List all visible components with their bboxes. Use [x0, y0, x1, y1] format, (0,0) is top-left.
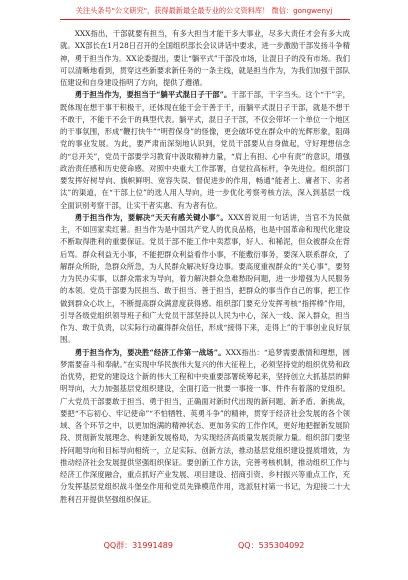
qq-group-text: QQ群：31991489 [103, 541, 173, 550]
intro-paragraph [60, 28, 350, 89]
qq-text: QQ：535304092 [238, 541, 305, 550]
section-paragraph-1 [60, 89, 350, 212]
paragraph-text: 干部干部，干字当头。这个“干”字，既体现在想干事干积极干，还体现在能干会干善于干，而躺平式混日子干部，就是不想干不敢干，不能干不会干的典型代表。躺平式，混日子干部，不仅会带坏一个单位一个地区的干事氛围，形成“鞭打快牛”“明哲保身”的怪像，更会破坏党在群众中的光辉形象，阻碍党的事业发展。为此，要严肃而深刻地认识到，党员干部要从自身做起，守好理想信念的“总开关”，党员干部要学习教育中汲取精神力量，“肩上有担、心中有责”的意识，增强政治责任感和历史使命感。对照中央重大工作部署，自觉拉高标杆，争先进位。组织部门要发挥好树导向、旗帜鲜明、宽容失误、督促进步的作用，畅通“能者上、庸者下、劣者汰”的渠道，在“干部上位”的选人用人导向，进一步优化考察考核方法，深入到基层一线全面识别考察干部，让实干者实惠、有为者有位。 [60, 90, 350, 210]
promo-banner: 关注头条号"公文研究"，获得最新最全最专业的公文资料库！ 微信：gongwenyj [75, 6, 333, 15]
section-heading: 勇于担当作为，要解决“天天有感关键小事”。 [74, 212, 228, 222]
section-heading: 勇于担当作为，要决胜“经济工作第一战场”。 [74, 347, 226, 357]
contact-footer [0, 540, 408, 552]
section-paragraph-3 [60, 347, 350, 506]
paragraph-text: XXX指出：“追梦需要激情和理想，圆梦需要奋斗和奉献。”在实现中华民族伟大复兴的伟大征程上，必须坚持党的组织优势和政治优势，把党的建设这个新的伟大工程和中央重要部署统筹起来，坚持创立大抓基层的鲜明导向，大力加强基层党组织建设，全面打造一批要一事接一事、件件有着落的党组织。广大党员干部要敢于担当、勇于担当，正确面对新时代出现的新问题、新矛盾、新挑战，要把“不忘初心、牢记使命”“不怕牺牲、英勇斗争”的精神，贯穿于经济社会发展的各个领域、各个环节之中，以更加饱满的精神状态、更加务实的工作作风，更好地把握新发展阶段、贯彻新发展理念、构建新发展格局，为实现经济高质量发展贡献力量。组织部门要坚持问题导向和目标导向相统一，立足实际、创新方法，推动基层党组织建设提质增效，为推动经济社会发展提供坚强组织保证。要创新工作方法，完善考核机制，推动组织工作与经济工作深度融合，重点抓好产业发展、项目建设、招商引资、乡村振兴等重点工作，充分发挥基层党组织战斗堡垒作用和党员先锋模范作用，选派驻村第一书记，为迎接二十大胜利召开提供坚强组织保证。 [60, 347, 350, 504]
document-body [60, 28, 350, 506]
paragraph-text: XXX曾说用一句话讲，当官不为民做主，不如回家卖红薯。担当作为是中国共产党人的优良品格，也是中国革命和现代化建设不断取得胜利的重要保证。党员干部不能工作中卖惹事，好人、和稀泥，但众被群众在背后骂。群众利益无小事，不能把群众利益看作小事，不能敷衍事务，要深入联系群众，了解群众所盼，急群众所急，为人民群众解决好身边事。要高度重视群众的“关心事”，要努力为民办实事，以群众需求为导向，着力解决群众急难愁盼问题，进一步增强为人民服务的本领。党员干部要为民担当、敢于担当、善于担当，把群众的事当作自己的事，把工作做到群众心坎上，不断提高群众满意度获得感。组织部门要充分发挥考核“指挥棒”作用，引导各级党组织领导班子和广大党员干部坚持以人民为中心，深入一线、深入群众，担当作为、敢于负责，以实际行动赢得群众信任，形成“接得下来，走得上”的干事创业良好氛围。 [60, 212, 350, 345]
paragraph-text: XXX指出，干部就要有担当，有多大担当才能干多大事业，尽多大责任才会有多大成就。XX部长在1月28日召开的全国组织部长会议讲话中要求，进一步激励干部发扬斗争精神，勇于担当作为。XX论委提出，要让“躺平式”干部没市场，让混日子的没有市场。我们可以清晰地看到，贯穿这些新要求新任务的一条主线，就是担当作为，为我们加强干部队伍建设和自身建设指明了方向，提供了遵循。 [60, 29, 350, 87]
section-heading: 勇于担当作为，要担当于“躺平式混日子干部”。 [74, 90, 232, 100]
header-divider [60, 19, 350, 20]
section-paragraph-2 [60, 212, 350, 347]
